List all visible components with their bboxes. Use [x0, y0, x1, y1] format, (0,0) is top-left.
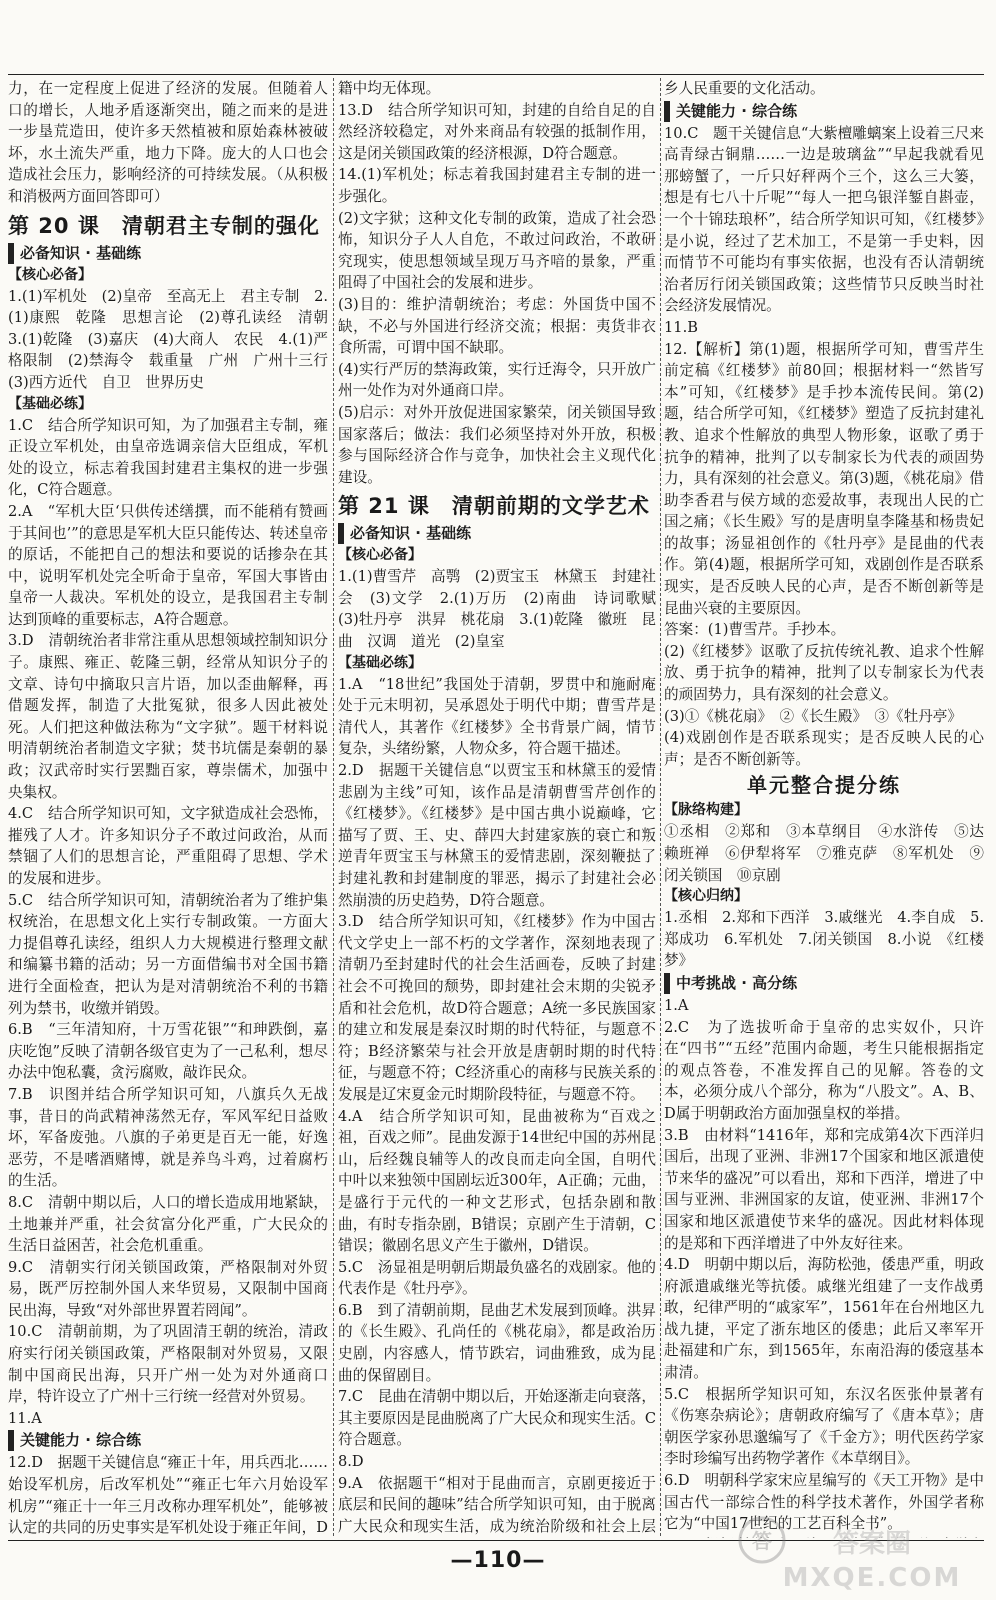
answer-paragraph: 5.C 结合所学知识可知，清朝统治者为了维护集权统治，在思想文化上实行专制政策。一方面大力提倡尊孔读经，组织人力大规模进行整理文献和编纂书籍的活动；另一方面借编书对全国书籍进行全面检查，把认为是对清朝统治不利的书籍列为禁书，收缴并销毁。 [8, 891, 328, 1017]
answer-column-2 [338, 78, 656, 1538]
answer-paragraph: 1.A [664, 996, 689, 1014]
svg-text:答: 答 [752, 1529, 772, 1553]
column-divider [333, 78, 334, 1536]
section-header: 关键能力 · 综合练 [664, 101, 984, 122]
answer-paragraph: 1.(1)军机处 (2)皇帝 至高无上 君主专制 2.(1)康熙 乾隆 思想言论 (2)尊孔读经 清朝 3.(1)乾隆 (3)嘉庆 (4)大商人 农民 4.(1)严格限制 (2)禁海令 载重量 广州 广州十三行 (3)西方近代 自卫 世界历史 [8, 287, 328, 391]
answer-paragraph: 2.A “军机大臣‘只供传述缮撰，而不能稍有赞画于其间也’”的意思是军机大臣只能传达、转述皇帝的原话，不能把自己的想法和要说的话掺杂在其中，说明军机处完全听命于皇帝，军国大事皆由皇帝一人裁决。军机处的设立，是我国君主专制达到顶峰的重要标志，A符合题意。 [8, 502, 328, 628]
answer-paragraph: 2.D 据题干关键信息“以贾宝玉和林黛玉的爱情悲剧为主线”可知，该作品是清朝曹雪芹创作的《红楼梦》。《红楼梦》是中国古典小说巅峰，它描写了贾、王、史、薛四大封建家族的衰亡和叛逆青年贾宝玉与林黛玉的爱情悲剧，深刻鞭挞了封建礼教和封建制度的罪恶，揭示了封建社会必然崩溃的历史趋势，D符合题意。 [338, 762, 656, 909]
answer-paragraph: 6.B 到了清朝前期，昆曲艺术发展到顶峰。洪昇的《长生殿》、孔尚任的《桃花扇》，都是政治历史剧，内容感人，情节跌宕，词曲雅致，成为昆曲的保留剧目。 [338, 1301, 656, 1384]
lesson-title: 第 20 课 清朝君主专制的强化 [8, 213, 320, 238]
answer-paragraph: 9.C 清朝实行闭关锁国政策，严格限制对外贸易，既严厉控制外国人来华贸易，又限制中国商民出海，导致“对外部世界置若罔闻”。 [8, 1258, 328, 1319]
answer-paragraph: 11.A [8, 1409, 42, 1427]
subsection-label: 【核心归纳】 [664, 888, 748, 905]
answer-paragraph: 7.C 昆曲在清朝中期以后，开始逐渐走向衰落，其主要原因是昆曲脱离了广大民众和现实生活。C符合题意。 [338, 1388, 656, 1449]
lesson-title: 第 21 课 清朝前期的文学艺术 [338, 494, 650, 519]
answer-paragraph: (5)启示：对外开放促进国家繁荣，闭关锁国导致国家落后；做法：我们必须坚持对外开放，积极参与国际经济合作与竞争，加快社会主义现代化建设。 [338, 403, 656, 486]
answer-column-3 [664, 78, 984, 1538]
answer-paragraph: 8.C 清朝中期以后，人口的增长造成用地紧缺，土地兼并严重，社会贫富分化严重，广大民众的生活日益困苦，社会危机重重。 [8, 1193, 328, 1255]
answer-paragraph: (4)实行严厉的禁海政策，实行迁海令，只开放广州一处作为对外通商口岸。 [338, 360, 656, 400]
svg-text:MXQE.COM: MXQE.COM [782, 1563, 962, 1593]
answer-paragraph: (3)①《桃花扇》 ②《长生殿》 ③《牡丹亭》 [664, 707, 962, 725]
section-header: 必备知识 · 基础练 [8, 243, 328, 264]
answer-paragraph: 6.B “三年清知府，十万雪花银”“和珅跌倒，嘉庆吃饱”反映了清朝各级官吏为了一己私利，想尽办法中饱私囊，贪污腐败，敲诈民众。 [8, 1021, 328, 1082]
answer-paragraph: 5.C 汤显祖是明朝后期最负盛名的戏剧家。他的代表作是《牡丹亭》。 [338, 1258, 656, 1298]
answer-paragraph: 1.C 结合所学知识可知，为了加强君主专制，雍正设立军机处，由皇帝选调亲信大臣组成，军机处的设立，标志着我国封建君主集权的进一步强化，C符合题意。 [8, 416, 328, 499]
answer-column-1 [8, 78, 328, 1538]
answer-paragraph: 12.【解析】第(1)题，根据所学可知，曹雪芹生前定稿《红楼梦》前80回；根据材料一“然皆写本”可知，《红楼梦》是手抄本流传民间。第(2)题，结合所学可知，《红楼梦》塑造了反抗封建礼教、追求个性解放的典型人物形象，讴歌了勇于抗争的精神，批判了以专制家长为代表的顽固势力，具有深刻的社会意义。第(3)题，《桃花扇》借助李香君与侯方域的恋爱故事，表现出人民的亡国之痛；《长生殿》写的是唐明皇李隆基和杨贵妃的故事；汤显祖创作的《牡丹亭》是昆曲的代表作。第(4)题，根据所学可知，戏剧创作是否联系现实，是否反映人民的心声，是否不断创新等是昆曲兴衰的主要原因。 [664, 340, 984, 617]
page-number: —110— [450, 1548, 546, 1573]
answer-paragraph: 4.D 明朝中期以后，海防松弛，倭患严重，明政府派遣戚继光等抗倭。戚继光组建了一支作战勇敢，纪律严明的“戚家军”，1561年在台州地区九战九捷，平定了浙东地区的倭患；此后又率军开赴福建和广东，到1565年，东南沿海的倭寇基本肃清。 [664, 1256, 984, 1382]
svg-text:答案圈: 答案圈 [832, 1529, 912, 1559]
answer-paragraph: 14.(1)军机处；标志着我国封建君主专制的进一步强化。 [338, 166, 656, 205]
answer-paragraph: 11.B [664, 318, 698, 336]
section-header: 必备知识 · 基础练 [338, 523, 656, 544]
answer-paragraph: 6.D 明朝科学家宋应星编写的《天工开物》是中国古代一部综合性的科学技术著作，外国学者称它为“中国17世纪的工艺百科全书”。 [664, 1472, 984, 1533]
answer-paragraph: 10.C 清朝前期，为了巩固清王朝的统治，清政府实行闭关锁国政策，严格限制对外贸易，又限制中国商民出海，只开广州一处为对外通商口岸，特许设立了广州十三行统一经营对外贸易。 [8, 1323, 328, 1406]
answer-paragraph: 答案：(1)曹雪芹。手抄本。 [664, 621, 846, 639]
answer-paragraph: (2)《红楼梦》讴歌了反抗传统礼教、追求个性解放、勇于抗争的精神，批判了以专制家长为代表的顽固势力，具有深刻的社会意义。 [664, 642, 984, 704]
answer-paragraph: 10.C 题干关键信息“大紫檀雕螭案上设着三尺来高青绿古铜鼎……一边是玻璃盆”“早起我就看见那螃蟹了，一斤只好秤两个三个，这么三大篓，想是有七八十斤呢”“每人一把乌银洋錾自斟壶，一个十锦珐琅杯”，结合所学知识可知，《红楼梦》是小说，经过了艺术加工，不是第一手史料，因而情节不可能均有事实依据，也没有否认清朝统治者厉行闭关锁国政策；这些情节只反映当时社会经济发展情况。 [664, 124, 984, 315]
answer-paragraph: (3)目的：维护清朝统治；考虑：外国货中国不缺，不必与外国进行经济交流；根据：夷货非衣食所需，可谓中国不缺耶。 [338, 295, 656, 357]
answer-paragraph: 4.A 结合所学知识可知，昆曲被称为“百戏之祖，百戏之师”。昆曲发源于14世纪中国的苏州昆山，后经魏良辅等人的改良而走向全国，自明代中叶以来独领中国剧坛近300年，A正确；元曲，是盛行于元代的一种文艺形式，包括杂剧和散曲，有时专指杂剧，B错误；京剧产生于清朝，C错误；徽剧名思义产生于徽州，D错误。 [338, 1107, 656, 1255]
answer-paragraph: 力，在一定程度上促进了经济的发展。但随着人口的增长，人地矛盾逐渐突出，随之而来的是进一步垦荒造田，使许多天然植被和原始森林被破坏，水土流失严重，地力下降。庞大的人口也会造成社会压力，影响经济的可持续发展。（从积极和消极两方面回答即可） [8, 80, 328, 205]
answer-paragraph: 3.D 清朝统治者非常注重从思想领域控制知识分子。康熙、雍正、乾隆三朝，经常从知识分子的文章、诗句中摘取只言片语，加以歪曲解释，再借题发挥，制造了大批冤狱，很多人因此被处死。人们把这种做法称为“文字狱”。题干材料说明清朝统治者制造文字狱；焚书坑儒是秦朝的暴政；汉武帝时实行罢黜百家，尊崇儒术，加强中央集权。 [8, 632, 328, 801]
answer-paragraph: ①丞相 ②郑和 ③本草纲目 ④水浒传 ⑤达赖班禅 ⑥伊犁将军 ⑦雅克萨 ⑧军机处 ⑨闭关锁国 ⑩京剧 [664, 823, 984, 884]
answer-paragraph: 1.A “18世纪”我国处于清朝，罗贯中和施耐庵处于元末明初，吴承恩处于明代中期；曹雪芹是清代人，其著作《红楼梦》全书背景广阔，情节复杂，头绪纷繁，人物众多，符合题干描述。 [338, 675, 656, 758]
section-header: 中考挑战 · 高分练 [664, 973, 984, 994]
answer-paragraph: 1.丞相 2.郑和下西洋 3.戚继光 4.李自成 5.郑成功 6.军机处 7.闭关锁国 8.小说 《红楼梦》 [664, 909, 984, 970]
subsection-label: 【基础必练】 [338, 654, 422, 671]
answer-paragraph: 13.D 结合所学知识可知，封建的自给自足的自然经济较稳定，对外来商品有较强的抵制作用，这是闭关锁国政策的经济根源，D符合题意。 [338, 101, 656, 162]
subsection-label: 【基础必练】 [8, 395, 92, 412]
answer-paragraph: 2.C 为了选拔听命于皇帝的忠实奴仆，只许在“四书”“五经”范围内命题，考生只能根据指定的观点答卷，不准发挥自己的见解。答卷的文本，必须分成八个部分，称为“八股文”。A、B、D属于明朝政治方面加强皇权的举措。 [664, 1018, 984, 1122]
unit-title: 单元整合提分练 [747, 773, 901, 798]
subsection-label: 【核心必备】 [8, 266, 92, 283]
answer-paragraph: 7.B 识图并结合所学知识可知，八旗兵久无战事，昔日的尚武精神荡然无存，军风军纪日益败坏，军备废弛。八旗的子弟更是百无一能，好逸恶劳，不是嗜酒赌博，就是养鸟斗鸡，过着腐朽的生活。 [8, 1085, 328, 1190]
answer-paragraph: 5.C 根据所学知识可知，东汉名医张仲景著有《伤寒杂病论》；唐朝政府编写了《唐本草》；唐朝医学家孙思邈编写了《千金方》；明代医药学家李时珍编写出药物学著作《本草纲目》。 [664, 1385, 984, 1468]
answer-paragraph: 籍中均无体现。 [338, 80, 441, 97]
answer-paragraph: 3.B 由材料“1416年，郑和完成第4次下西洋归国后，出现了亚洲、非洲17个国家和地区派遣使节来华的盛况”可以看出，郑和下西洋，增进了中国与亚洲、非洲国家的友谊，使亚洲、非洲17个国家和地区派遣使节来华的盛况。因此材料体现的是郑和下西洋增进了中外友好往来。 [664, 1126, 984, 1252]
answer-paragraph: (2)文字狱；这种文化专制的政策，造成了社会恐怖，知识分子人人自危，不敢过问政治，不敢研究现实，使思想领域呈现万马齐喑的景象，严重阻碍了中国社会的发展和进步。 [338, 209, 656, 292]
top-rule [8, 74, 984, 75]
subsection-label: 【脉络构建】 [664, 802, 748, 819]
answer-paragraph: 12.D 据题干关键信息“雍正十年，用兵西北……始设军机房，后改军机处”“雍正七年六月始设军机房”“雍正十一年三月改称办理军机处”，能够被认定的共同的历史事实是军机处设于雍正年间，D [8, 1454, 328, 1537]
answer-paragraph: (4)戏剧创作是否联系现实；是否反映人民的心声；是否不断创新等。 [664, 729, 984, 768]
subsection-label: 【核心必备】 [338, 547, 422, 564]
answer-paragraph: 4.C 结合所学知识可知，文字狱造成社会恐怖，摧残了人才。许多知识分子不敢过问政治，从而禁锢了人们的思想言论，严重阻碍了思想、学术的发展和进步。 [8, 805, 328, 887]
answer-paragraph: 8.D [338, 1453, 364, 1471]
answer-paragraph: 9.A 依据题干“相对于昆曲而言，京剧更接近于底层和民间的趣味”结合所学知识可知，由于脱离广大民众和现实生活，成为统治阶级和社会上层 [338, 1474, 656, 1535]
answer-paragraph: 1.(1)曹雪芹 高鹗 (2)贾宝玉 林黛玉 封建社会 (3)文学 2.(1)万历 (2)南曲 诗词歌赋 (3)牡丹亭 洪昇 桃花扇 3.(1)乾隆 徽班 昆曲 汉调 道光 (2)皇室 [338, 568, 656, 651]
watermark-logo [722, 1512, 982, 1594]
section-header: 关键能力 · 综合练 [8, 1430, 328, 1451]
column-divider [660, 78, 661, 1536]
answer-paragraph: 乡人民重要的文化活动。 [664, 80, 825, 97]
answer-paragraph: 3.D 结合所学知识可知，《红楼梦》作为中国古代文学史上一部不朽的文学著作，深刻地表现了清朝乃至封建时代的社会生活画卷，反映了封建社会不可挽回的颓势，即封建社会末期的尖锐矛盾和社会危机，故D符合题意；A统一多民族国家的建立和发展是秦汉时期的时代特征，与题意不符；B经济繁荣与社会开放是唐朝时期的时代特征，与题意不符；C经济重心的南移与民族关系的发展是辽宋夏金元时期阶段特征，与题意不符。 [338, 913, 656, 1103]
